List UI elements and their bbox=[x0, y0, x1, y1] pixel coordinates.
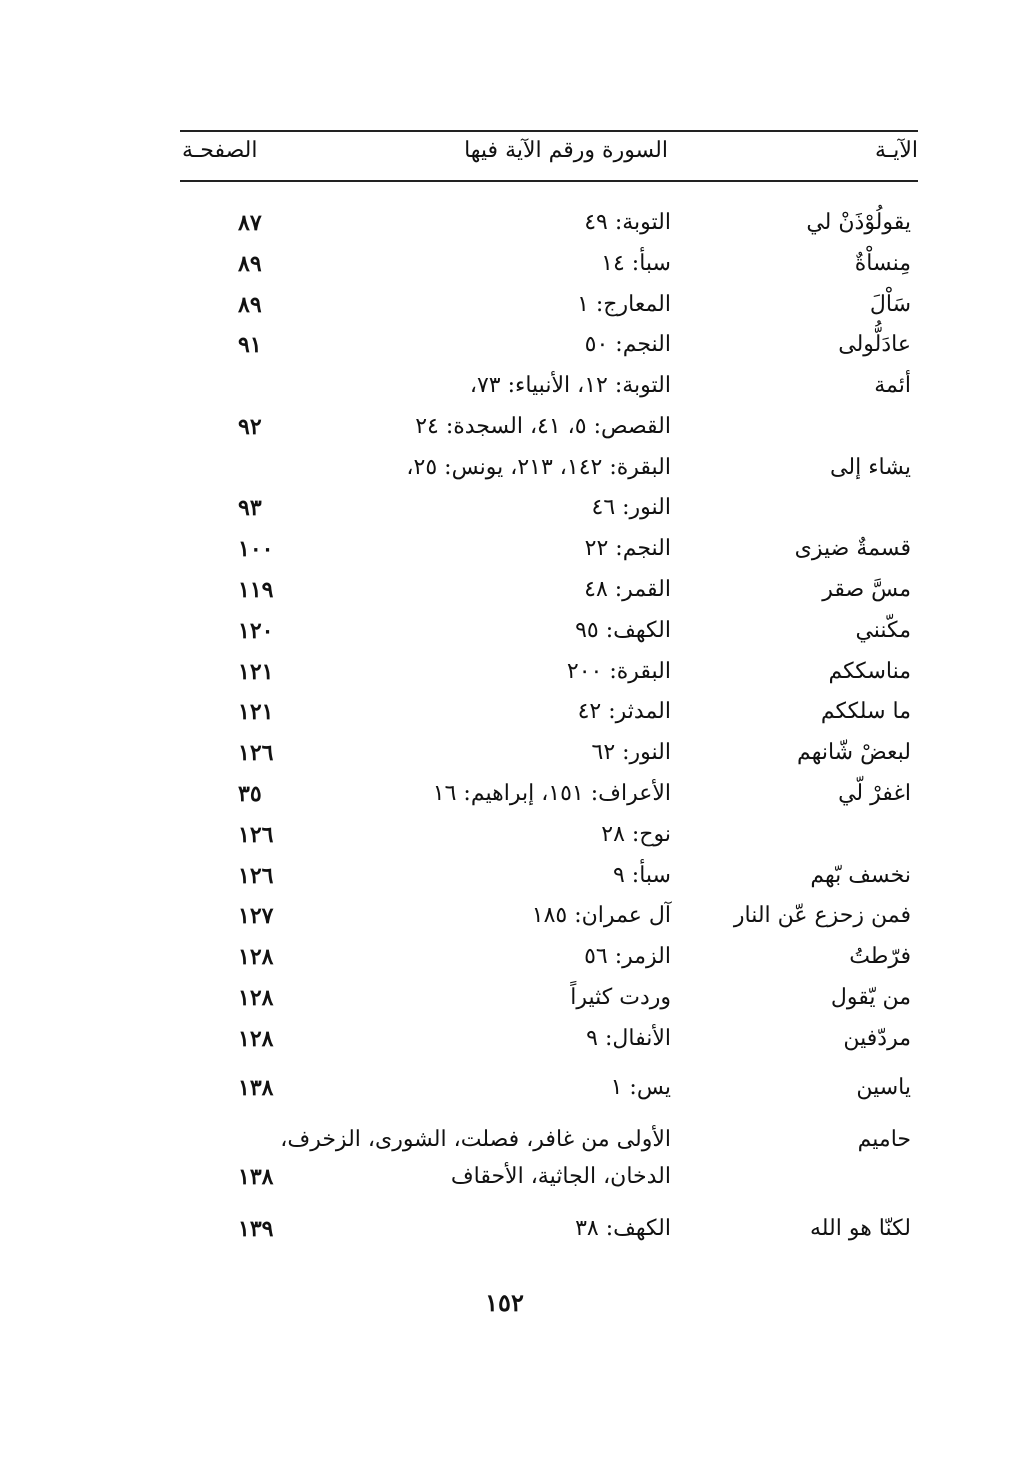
table-row bbox=[0, 733, 1009, 773]
surah-cell: يس: ١ bbox=[610, 1075, 671, 1100]
table-row bbox=[0, 1120, 1009, 1160]
surah-cell: التوبة: ٤٩ bbox=[584, 210, 671, 235]
table-row bbox=[0, 407, 1009, 447]
surah-cell: وردت كثيراً bbox=[570, 985, 671, 1010]
page-number-cell: ١٣٨ bbox=[238, 1075, 274, 1101]
page-number-cell: ١٢٦ bbox=[238, 863, 274, 889]
page-number-cell: ٩١ bbox=[238, 332, 262, 358]
surah-cell: النور: ٤٦ bbox=[591, 495, 671, 520]
surah-cell: القصص: ٥، ٤١، السجدة: ٢٤ bbox=[415, 414, 671, 439]
table-row bbox=[0, 692, 1009, 732]
page-number-cell: ١٢٦ bbox=[238, 822, 274, 848]
verse-cell: فرّطتُ bbox=[849, 944, 911, 969]
verse-cell: يشاء إلى bbox=[830, 455, 911, 480]
surah-cell: الدخان، الجاثية، الأحقاف bbox=[450, 1164, 671, 1189]
verse-cell: قسمةٌ ضيزى bbox=[794, 536, 911, 561]
table-row bbox=[0, 570, 1009, 610]
page-number-cell: ١٢٠ bbox=[238, 618, 274, 644]
verse-cell: يقولُوْذَنْ لي bbox=[806, 210, 911, 235]
page-number-cell: ٨٩ bbox=[238, 292, 262, 318]
table-row bbox=[0, 896, 1009, 936]
verse-cell: مكّنني bbox=[855, 618, 911, 643]
surah-cell: البقرة: ٢٠٠ bbox=[566, 659, 671, 684]
page-number-cell: ١٣٨ bbox=[238, 1164, 274, 1190]
page-number-cell: ١٣٩ bbox=[238, 1216, 274, 1242]
verse-cell: عادَلُّولى bbox=[838, 332, 911, 357]
table-row bbox=[0, 529, 1009, 569]
surah-cell: الكهف: ٩٥ bbox=[575, 618, 671, 643]
table-row bbox=[0, 1019, 1009, 1059]
table-row bbox=[0, 285, 1009, 325]
surah-cell: المدثر: ٤٢ bbox=[577, 699, 671, 724]
verse-cell: من يّقول bbox=[830, 985, 911, 1010]
table-row bbox=[0, 325, 1009, 365]
table-row bbox=[0, 611, 1009, 651]
page-number-cell: ١١٩ bbox=[238, 577, 274, 603]
page-number-cell: ٩٣ bbox=[238, 495, 262, 521]
verse-cell: حاميم bbox=[857, 1127, 911, 1152]
table-row bbox=[0, 366, 1009, 406]
verse-cell: لبعضْ شّانهم bbox=[797, 740, 911, 765]
footer-page-number: ١٥٢ bbox=[485, 1288, 524, 1317]
table-row bbox=[0, 1157, 1009, 1197]
page-number-cell: ١٢٦ bbox=[238, 740, 274, 766]
page-number-cell: ٩٢ bbox=[238, 414, 262, 440]
table-row bbox=[0, 1209, 1009, 1249]
surah-cell: القمر: ٤٨ bbox=[584, 577, 671, 602]
surah-cell: الأولى من غافر، فصلت، الشورى، الزخرف، bbox=[280, 1127, 671, 1152]
table-row bbox=[0, 815, 1009, 855]
surah-cell: سبأ: ٩ bbox=[612, 863, 671, 888]
verse-cell: أئمة bbox=[874, 373, 911, 398]
surah-cell: التوبة: ١٢، الأنبياء: ٧٣، bbox=[469, 373, 671, 398]
table-row bbox=[0, 203, 1009, 243]
page-number-cell: ٨٧ bbox=[238, 210, 262, 236]
surah-cell: الكهف: ٣٨ bbox=[575, 1216, 671, 1241]
surah-cell: نوح: ٢٨ bbox=[601, 822, 671, 847]
surah-cell: آل عمران: ١٨٥ bbox=[531, 903, 671, 928]
table-row bbox=[0, 448, 1009, 488]
verse-cell: اغفرْ لّي bbox=[838, 781, 911, 806]
verse-cell: ياسين bbox=[856, 1075, 911, 1100]
header-verse-label: الآيـة bbox=[874, 138, 918, 163]
surah-cell: المعارج: ١ bbox=[577, 292, 671, 317]
surah-cell: النجم: ٥٠ bbox=[584, 332, 671, 357]
surah-cell: الأنفال: ٩ bbox=[586, 1026, 671, 1051]
verse-cell: فمن زحزع عّن النار bbox=[733, 903, 911, 928]
surah-cell: سبأ: ١٤ bbox=[601, 251, 671, 276]
page-number-cell: ١٢٨ bbox=[238, 944, 274, 970]
verse-cell: مِنساْةٌ bbox=[854, 251, 911, 276]
verse-cell: سَاْلَ bbox=[869, 292, 911, 317]
table-row bbox=[0, 978, 1009, 1018]
verse-cell: مسَّ صقر bbox=[822, 577, 911, 602]
table-row bbox=[0, 774, 1009, 814]
page-number-cell: ١٠٠ bbox=[238, 536, 274, 562]
header-bottom-rule bbox=[180, 180, 918, 182]
surah-cell: الزمر: ٥٦ bbox=[584, 944, 671, 969]
header-surah-label: السورة ورقم الآية فيها bbox=[464, 138, 668, 163]
surah-cell: البقرة: ١٤٢، ٢١٣، يونس: ٢٥، bbox=[406, 455, 671, 480]
table-row bbox=[0, 244, 1009, 284]
page-number-cell: ١٢٨ bbox=[238, 1026, 274, 1052]
verse-cell: ما سلككم bbox=[820, 699, 911, 724]
header-top-rule bbox=[180, 130, 918, 132]
header-page-label: الصفحـة bbox=[182, 138, 258, 163]
table-row bbox=[0, 856, 1009, 896]
page-number-cell: ١٢٧ bbox=[238, 903, 274, 929]
page-number-cell: ٨٩ bbox=[238, 251, 262, 277]
table-row bbox=[0, 1068, 1009, 1108]
table-row bbox=[0, 937, 1009, 977]
page-number-cell: ١٢١ bbox=[238, 659, 274, 685]
surah-cell: الأعراف: ١٥١، إبراهيم: ١٦ bbox=[432, 781, 671, 806]
verse-cell: مناسككم bbox=[828, 659, 911, 684]
table-row bbox=[0, 652, 1009, 692]
verse-cell: نخسف بّهم bbox=[810, 863, 911, 888]
verse-cell: مردّفين bbox=[843, 1026, 911, 1051]
surah-cell: النجم: ٢٢ bbox=[584, 536, 671, 561]
surah-cell: النور: ٦٢ bbox=[591, 740, 671, 765]
page-number-cell: ٣٥ bbox=[238, 781, 262, 807]
page-number-cell: ١٢١ bbox=[238, 699, 274, 725]
verse-cell: لكنّا هو الله bbox=[809, 1216, 911, 1241]
table-row bbox=[0, 488, 1009, 528]
page-number-cell: ١٢٨ bbox=[238, 985, 274, 1011]
